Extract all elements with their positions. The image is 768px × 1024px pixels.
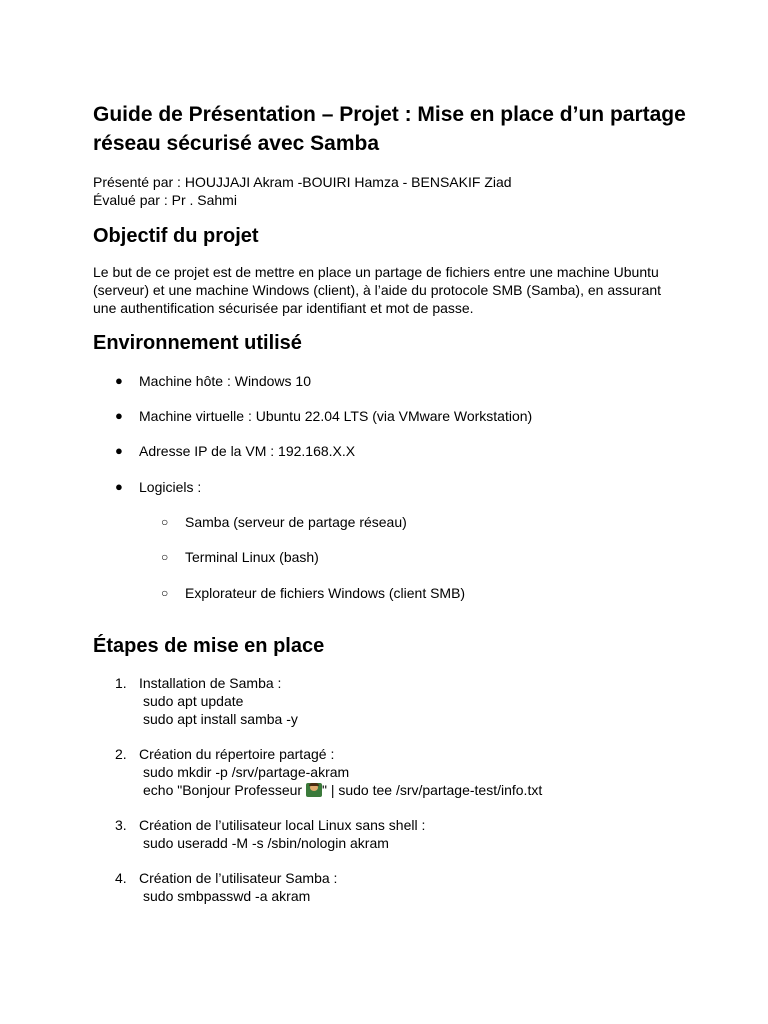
command-line: sudo smbpasswd -a akram (143, 888, 311, 904)
command-line: sudo apt update (143, 693, 244, 709)
objectif-paragraph: Le but de ce projet est de mettre en place un partage de fichiers entre une machine Ubuntu (serveur) et une machine Windows (client), à l’aide du protocole SMB (Samba), en assurant une authentification sécurisée par identifiant et mot de passe. (93, 264, 662, 316)
section-heading-objectif: Objectif du projet (93, 225, 259, 247)
step-number: 2. (115, 746, 127, 762)
document-title: Guide de Présentation – Projet : Mise en place d’un partage réseau sécurisé avec Samba (93, 103, 686, 155)
list-item-text: Logiciels : (139, 479, 202, 495)
bullet-icon: ● (115, 443, 123, 458)
step-label: Création du répertoire partagé : (139, 746, 335, 762)
circle-bullet-icon: ○ (161, 515, 169, 529)
echo-text-end: " | sudo tee /srv/partage-test/info.txt (321, 782, 543, 798)
command-line: sudo apt install samba -y (143, 711, 298, 727)
teacher-emoji-icon (306, 783, 322, 797)
circle-bullet-icon: ○ (161, 586, 169, 600)
command-line-echo (139, 781, 542, 799)
evaluated-by: Évalué par : Pr . Sahmi (93, 192, 237, 208)
list-item-text: Adresse IP de la VM : 192.168.X.X (139, 443, 356, 459)
step-label: Création de l’utilisateur Samba : (139, 870, 338, 886)
command-line: sudo mkdir -p /srv/partage-akram (143, 764, 350, 780)
step-number: 4. (115, 870, 127, 886)
list-item-text: Machine hôte : Windows 10 (139, 373, 311, 389)
bullet-icon: ● (115, 373, 123, 388)
step-label: Installation de Samba : (139, 675, 282, 691)
circle-bullet-icon: ○ (161, 550, 169, 564)
section-heading-environnement: Environnement utilisé (93, 332, 302, 354)
sub-list-item-text: Terminal Linux (bash) (185, 549, 319, 565)
bullet-icon: ● (115, 408, 123, 423)
echo-text-start: echo "Bonjour Professeur (143, 782, 306, 798)
sub-list-item-text: Explorateur de fichiers Windows (client SMB) (185, 585, 466, 601)
sub-list-item-text: Samba (serveur de partage réseau) (185, 514, 407, 530)
presented-by: Présenté par : HOUJJAJI Akram -BOUIRI Hamza - BENSAKIF Ziad (93, 174, 512, 190)
step-number: 1. (115, 675, 127, 691)
step-label: Création de l’utilisateur local Linux sans shell : (139, 817, 426, 833)
bullet-icon: ● (115, 479, 123, 494)
section-heading-etapes: Étapes de mise en place (93, 635, 325, 657)
step-number: 3. (115, 817, 127, 833)
command-line: sudo useradd -M -s /sbin/nologin akram (143, 835, 389, 851)
list-item-text: Machine virtuelle : Ubuntu 22.04 LTS (via VMware Workstation) (139, 408, 533, 424)
